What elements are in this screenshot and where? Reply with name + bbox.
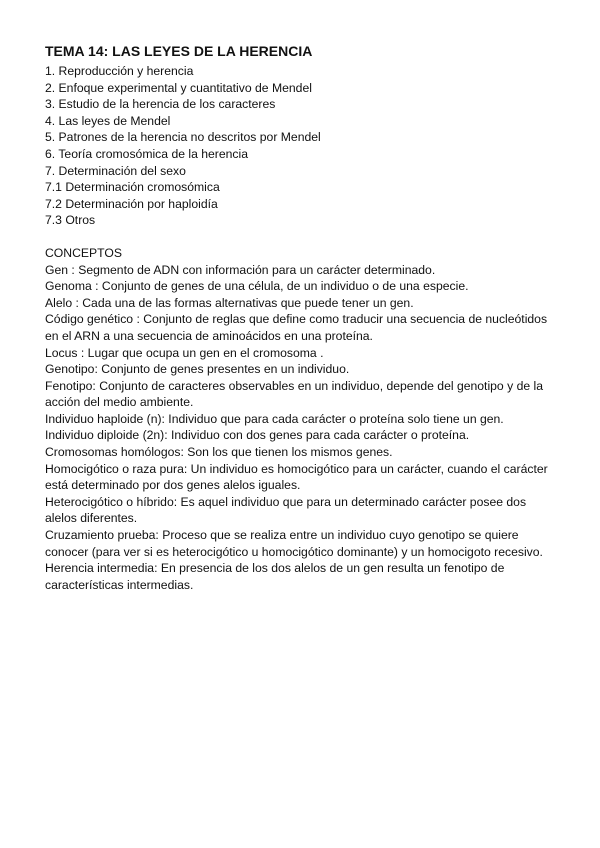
concept-definition: Homocigótico o raza pura: Un individuo es homocigótico para un carácter, cuando el carácter está determinado por dos genes alelos iguales. <box>45 461 548 493</box>
concept-definition: Alelo : Cada una de las formas alternativas que puede tener un gen. <box>45 295 414 310</box>
toc-item: 2. Enfoque experimental y cuantitativo de Mendel <box>45 80 312 95</box>
concept-definition: Herencia intermedia: En presencia de los dos alelos de un gen resulta un fenotipo de características intermedias. <box>45 561 505 592</box>
concept-definition: Individuo diploide (2n): Individuo con dos genes para cada carácter o proteína. <box>45 428 470 443</box>
toc-item: 7.1 Determinación cromosómica <box>45 180 220 195</box>
toc-item: 4. Las leyes de Mendel <box>45 113 171 128</box>
toc-item: 5. Patrones de la herencia no descritos por Mendel <box>45 130 321 145</box>
concepts-list <box>45 262 555 594</box>
concept-definition: Heterocigótico o híbrido: Es aquel individuo que para un determinado carácter posee dos alelos diferentes. <box>45 494 527 526</box>
concept-definition: Genotipo: Conjunto de genes presentes en un individuo. <box>45 362 350 377</box>
toc-item: 7. Determinación del sexo <box>45 163 186 178</box>
toc-item: 1. Reproducción y herencia <box>45 64 194 78</box>
toc-item: 6. Teoría cromosómica de la herencia <box>45 146 249 161</box>
concept-definition: Individuo haploide (n): Individuo que para cada carácter o proteína solo tiene un gen. <box>45 411 504 426</box>
table-of-contents <box>45 63 555 229</box>
concept-definition: Código genético : Conjunto de reglas que define como traducir una secuencia de nucleótidos en el ARN a una secuencia de aminoácidos en una proteína. <box>45 312 548 343</box>
concept-definition: Cromosomas homólogos: Son los que tienen los mismos genes. <box>45 445 393 460</box>
concept-definition: Fenotipo: Conjunto de caracteres observables en un individuo, depende del genotipo y de la acción del medio ambiente. <box>45 378 544 410</box>
concept-definition: Cruzamiento prueba: Proceso que se realiza entre un individuo cuyo genotipo se quiere conocer (para ver si es heterocigótico u homocigótico dominante) y un homocigoto recesivo. <box>45 528 543 559</box>
concepts-heading: CONCEPTOS <box>45 245 122 260</box>
concept-definition: Locus : Lugar que ocupa un gen en el cromosoma . <box>45 345 324 360</box>
concept-definition: Gen : Segmento de ADN con información para un carácter determinado. <box>45 262 436 277</box>
document-page <box>45 43 555 593</box>
toc-item: 7.3 Otros <box>45 213 96 228</box>
toc-item: 3. Estudio de la herencia de los caracteres <box>45 97 276 112</box>
toc-item: 7.2 Determinación por haploidía <box>45 196 218 211</box>
concept-definition: Genoma : Conjunto de genes de una célula, de un individuo o de una especie. <box>45 279 469 294</box>
document-title: TEMA 14: LAS LEYES DE LA HERENCIA <box>45 43 313 59</box>
